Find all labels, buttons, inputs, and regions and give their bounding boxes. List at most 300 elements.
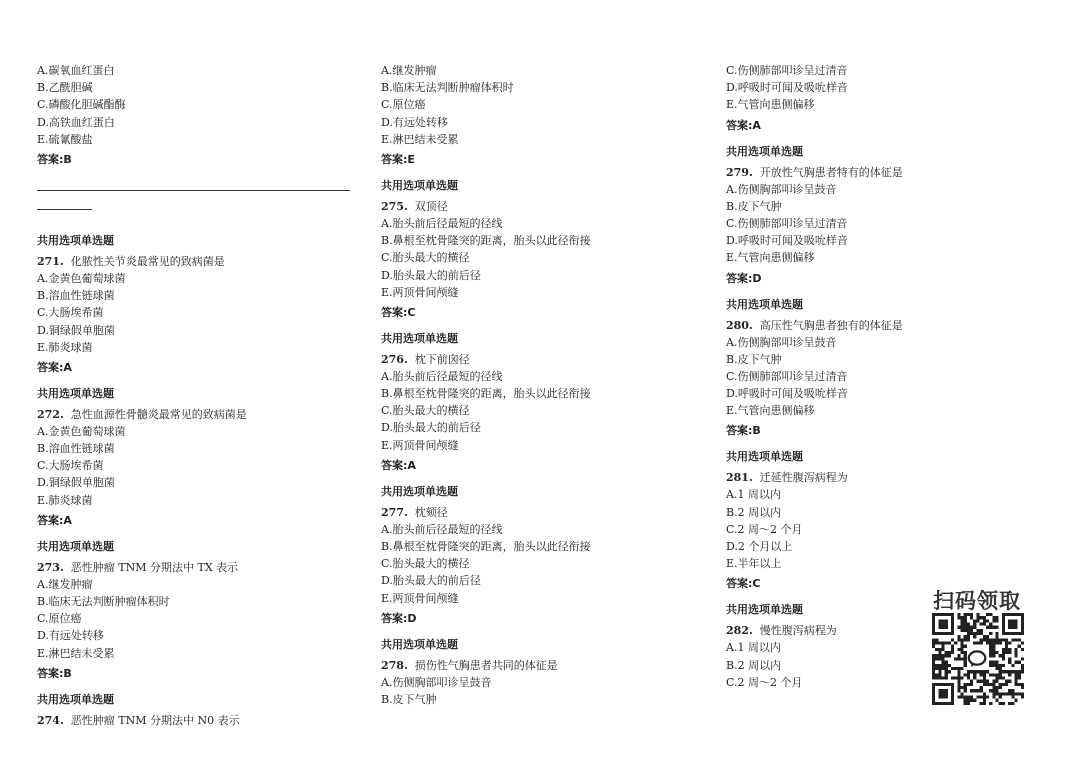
question-number: 278. [381, 658, 408, 672]
option-b: B.乙酰胆碱 [37, 81, 93, 95]
qr-module [942, 645, 945, 648]
qr-module [945, 667, 948, 670]
qr-module [980, 623, 983, 626]
qr-module [964, 695, 967, 698]
qr-module [989, 645, 992, 648]
question-text: 恶性肿瘤 TNM 分期法中 N0 表示 [70, 713, 240, 727]
question-number: 282. [726, 624, 753, 638]
qr-module [1018, 692, 1021, 695]
qr-module [995, 689, 998, 692]
qr-module [964, 654, 967, 657]
qr-module [1008, 680, 1011, 683]
qr-module [1005, 642, 1008, 645]
qr-module [951, 667, 954, 670]
qr-module [964, 616, 967, 619]
qr-module [961, 619, 964, 622]
option-b: B.临床无法判断肿瘤体积时 [381, 81, 514, 95]
section-heading: 共用选项单选题 [381, 178, 458, 192]
qr-module [976, 695, 979, 698]
option-e: E.硫氰酸盐 [37, 132, 93, 146]
qr-module [961, 648, 964, 651]
question-number: 274. [37, 713, 64, 727]
option-a: A.继发肿瘤 [37, 577, 93, 591]
qr-module [995, 680, 998, 683]
answer-280: 答案:B [726, 424, 761, 438]
qr-module [986, 683, 989, 686]
question-text: 迁延性腹泻病程为 [759, 471, 848, 485]
qr-module [961, 638, 964, 641]
qr-module [1008, 657, 1011, 660]
qr-module [989, 626, 992, 629]
qr-module [942, 657, 945, 660]
qr-module [983, 702, 986, 705]
qr-module [1014, 673, 1017, 676]
question-text: 高压性气胸患者独有的体征是 [759, 318, 903, 332]
option-a: A.1 周以内 [726, 488, 781, 502]
qr-module [980, 616, 983, 619]
qr-module [999, 654, 1002, 657]
qr-module [964, 661, 967, 664]
qr-module [964, 702, 967, 705]
question-272 [37, 406, 367, 423]
qr-module [1008, 661, 1011, 664]
qr-module [1011, 670, 1014, 673]
qr-module [989, 623, 992, 626]
question-275-options [381, 215, 711, 301]
qr-module [1005, 638, 1008, 641]
qr-module [961, 645, 964, 648]
option-a: A.胎头前后径最短的径线 [381, 522, 503, 536]
qr-module [1011, 695, 1014, 698]
qr-module [983, 619, 986, 622]
qr-module [948, 664, 951, 667]
option-a: A.伤侧胸部叩诊呈鼓音 [726, 182, 837, 196]
qr-module [967, 623, 970, 626]
question-number: 273. [37, 560, 64, 574]
qr-module [964, 645, 967, 648]
qr-module [992, 673, 995, 676]
qr-module [1002, 670, 1005, 673]
qr-module [983, 670, 986, 673]
qr-module [961, 692, 964, 695]
qr-module [983, 699, 986, 702]
qr-module [964, 664, 967, 667]
qr-module [973, 619, 976, 622]
qr-module [1002, 683, 1005, 686]
qr-module [1011, 664, 1014, 667]
qr-module [992, 695, 995, 698]
qr-module [986, 670, 989, 673]
qr-module [945, 673, 948, 676]
option-e: E.肺炎球菌 [37, 493, 93, 507]
answer-281: 答案:C [726, 577, 761, 591]
option-b: B.鼻根至枕骨隆突的距离，胎头以此径衔接 [381, 540, 591, 553]
answer-277: 答案:D [381, 611, 417, 625]
question-text: 恶性肿瘤 TNM 分期法中 TX 表示 [70, 560, 239, 574]
qr-module [938, 664, 941, 667]
qr-module [948, 651, 951, 654]
qr-module [964, 651, 967, 654]
qr-module [995, 664, 998, 667]
qr-module [1021, 683, 1024, 686]
qr-module [935, 676, 938, 679]
qr-module [983, 692, 986, 695]
qr-module [995, 667, 998, 670]
qr-module [1021, 657, 1024, 660]
qr-module [938, 651, 941, 654]
qr-module [967, 613, 970, 616]
qr-module [967, 702, 970, 705]
qr-module [970, 683, 973, 686]
question-276 [381, 351, 711, 368]
qr-module [986, 680, 989, 683]
qr-module [970, 689, 973, 692]
qr-module [957, 648, 960, 651]
option-a: A.伤侧胸部叩诊呈鼓音 [726, 335, 837, 349]
qr-module [964, 626, 967, 629]
qr-module [1002, 648, 1005, 651]
qr-module [1021, 686, 1024, 689]
qr-module [992, 661, 995, 664]
qr-module [1008, 692, 1011, 695]
qr-module [1005, 648, 1008, 651]
option-d: D.胎头最大的前后径 [381, 574, 481, 588]
qr-module [992, 626, 995, 629]
qr-module [935, 667, 938, 670]
question-text: 慢性腹泻病程为 [759, 624, 837, 638]
option-c: C.伤侧肺部叩诊呈过清音 [726, 64, 848, 77]
qr-module [995, 626, 998, 629]
option-e: E.肺炎球菌 [37, 340, 93, 354]
qr-module [995, 632, 998, 635]
qr-module [1014, 648, 1017, 651]
qr-module [1021, 695, 1024, 698]
qr-module [983, 638, 986, 641]
qr-module [948, 670, 951, 673]
option-b: B.皮下气肿 [381, 692, 437, 706]
qr-module [989, 683, 992, 686]
qr-module [957, 657, 960, 660]
qr-module [964, 683, 967, 686]
qr-module [999, 695, 1002, 698]
qr-module [973, 699, 976, 702]
qr-module [980, 632, 983, 635]
qr-module [932, 661, 935, 664]
qr-module [986, 626, 989, 629]
qr-module [961, 626, 964, 629]
qr-module [983, 623, 986, 626]
qr-module [942, 661, 945, 664]
qr-module [951, 651, 954, 654]
question-number: 275. [381, 199, 408, 213]
qr-module [945, 670, 948, 673]
option-b: B.鼻根至枕骨隆突的距离，胎头以此径衔接 [381, 234, 591, 248]
qr-module [1018, 673, 1021, 676]
qr-module [938, 654, 941, 657]
qr-module [992, 651, 995, 654]
qr-module [1002, 654, 1005, 657]
option-c: C.大肠埃希菌 [37, 306, 104, 320]
qr-module [1021, 664, 1024, 667]
qr-module [995, 699, 998, 702]
qr-module [938, 642, 941, 645]
qr-module [1008, 670, 1011, 673]
qr-caption: 扫码领取 [933, 589, 1021, 613]
qr-module [967, 635, 970, 638]
qr-module [999, 673, 1002, 676]
qr-module [1011, 638, 1014, 641]
qr-module [961, 629, 964, 632]
qr-module [995, 619, 998, 622]
qr-module [964, 623, 967, 626]
option-d: D.呼吸时可闻及吸吮样音 [726, 81, 848, 95]
qr-module [942, 667, 945, 670]
qr-module [1014, 654, 1017, 657]
question-276-options [381, 368, 711, 454]
option-c: C.伤侧肺部叩诊呈过清音 [726, 216, 848, 230]
qr-module [992, 654, 995, 657]
option-e: E.两顶骨间颅缝 [381, 591, 459, 605]
section-heading: 共用选项单选题 [381, 484, 458, 498]
option-d: D.2 个月以上 [726, 540, 793, 553]
qr-module [932, 642, 935, 645]
qr-module [992, 638, 995, 641]
qr-module [992, 692, 995, 695]
qr-module [973, 642, 976, 645]
qr-module [999, 664, 1002, 667]
qr-module [992, 619, 995, 622]
qr-module [970, 699, 973, 702]
qr-module [970, 670, 973, 673]
qr-module [957, 689, 960, 692]
qr-module [967, 676, 970, 679]
option-d: D.胎头最大的前后径 [381, 268, 481, 282]
qr-module [945, 642, 948, 645]
qr-module [986, 638, 989, 641]
qr-module [932, 657, 935, 660]
qr-module [954, 667, 957, 670]
qr-module [995, 638, 998, 641]
qr-module [1021, 667, 1024, 670]
question-number: 279. [726, 165, 753, 179]
wechat-bubble-icon [967, 648, 989, 670]
option-a: A.金黄色葡萄球菌 [37, 271, 126, 285]
qr-module [999, 676, 1002, 679]
qr-module [976, 689, 979, 692]
answer-272: 答案:A [37, 513, 72, 527]
section-heading: 共用选项单选题 [726, 297, 803, 311]
qr-module [999, 667, 1002, 670]
qr-module [935, 642, 938, 645]
qr-module [1005, 680, 1008, 683]
option-c: C.磷酸化胆碱酯酶 [37, 98, 126, 112]
qr-module [995, 642, 998, 645]
answer-270: 答案:B [37, 152, 72, 166]
question-number: 277. [381, 505, 408, 519]
qr-module [945, 664, 948, 667]
qr-module [973, 673, 976, 676]
qr-module [1011, 692, 1014, 695]
section-heading: 共用选项单选题 [37, 692, 114, 706]
qr-module [945, 654, 948, 657]
divider-line-short [37, 209, 92, 210]
qr-module [989, 638, 992, 641]
qr-module [942, 664, 945, 667]
question-text: 枕颏径 [414, 505, 448, 519]
qr-module [976, 642, 979, 645]
qr-module [942, 654, 945, 657]
option-c: C.原位癌 [381, 98, 426, 112]
qr-module [976, 670, 979, 673]
qr-module [961, 667, 964, 670]
qr-module [945, 651, 948, 654]
qr-module [967, 670, 970, 673]
qr-module [954, 657, 957, 660]
question-number: 272. [37, 407, 64, 421]
qr-module [980, 702, 983, 705]
qr-module [1021, 648, 1024, 651]
qr-module [938, 673, 941, 676]
qr-module [1002, 657, 1005, 660]
qr-module [992, 680, 995, 683]
qr-module [1002, 664, 1005, 667]
qr-module [932, 664, 935, 667]
section-heading: 共用选项单选题 [37, 539, 114, 553]
question-274-options [381, 62, 711, 148]
question-number: 280. [726, 318, 753, 332]
qr-module [961, 695, 964, 698]
question-271-options [37, 270, 367, 356]
option-a: A.胎头前后径最短的径线 [381, 216, 503, 230]
question-273 [37, 559, 367, 576]
option-c: C.胎头最大的横径 [381, 557, 470, 571]
qr-module [999, 670, 1002, 673]
qr-module [992, 648, 995, 651]
section-divider [37, 168, 367, 230]
qr-module [957, 654, 960, 657]
question-275 [381, 198, 711, 215]
qr-module [957, 673, 960, 676]
qr-module [932, 670, 935, 673]
qr-module [983, 676, 986, 679]
divider-line-long [37, 190, 350, 191]
answer-279: 答案:D [726, 271, 762, 285]
qr-module [932, 667, 935, 670]
qr-module [935, 638, 938, 641]
qr-module [980, 629, 983, 632]
qr-module [986, 642, 989, 645]
qr-module [992, 616, 995, 619]
qr-module [995, 616, 998, 619]
question-text: 枕下前囟径 [414, 352, 470, 366]
qr-module [967, 632, 970, 635]
question-text: 损伤性气胸患者共同的体征是 [414, 658, 558, 672]
qr-module [992, 689, 995, 692]
qr-module [989, 651, 992, 654]
qr-code[interactable] [932, 613, 1024, 705]
qr-module [970, 695, 973, 698]
qr-module [942, 648, 945, 651]
qr-module [976, 632, 979, 635]
qr-module [1018, 638, 1021, 641]
qr-module [957, 635, 960, 638]
qr-module [999, 642, 1002, 645]
qr-module [967, 629, 970, 632]
option-a: A.1 周以内 [726, 641, 781, 655]
question-text: 急性血源性骨髓炎最常见的致病菌是 [70, 407, 247, 421]
qr-module [935, 648, 938, 651]
option-c: C.2 周～2 个月 [726, 675, 803, 689]
answer-275: 答案:C [381, 305, 416, 319]
question-274 [37, 712, 367, 729]
qr-module [992, 686, 995, 689]
qr-module [967, 695, 970, 698]
qr-module [938, 670, 941, 673]
qr-module [957, 686, 960, 689]
qr-module [1008, 648, 1011, 651]
qr-module [989, 654, 992, 657]
qr-module [970, 680, 973, 683]
qr-module [986, 635, 989, 638]
qr-module [1005, 670, 1008, 673]
qr-module [967, 699, 970, 702]
question-280 [726, 317, 1056, 334]
qr-module [1008, 651, 1011, 654]
qr-module [989, 632, 992, 635]
qr-module [967, 638, 970, 641]
qr-module [989, 661, 992, 664]
qr-module [951, 645, 954, 648]
qr-module [995, 651, 998, 654]
qr-module [957, 638, 960, 641]
qr-module [980, 670, 983, 673]
qr-module [954, 642, 957, 645]
section-heading: 共用选项单选题 [726, 144, 803, 158]
qr-module [961, 642, 964, 645]
qr-module [935, 664, 938, 667]
qr-module [980, 689, 983, 692]
qr-module [1018, 670, 1021, 673]
qr-module [995, 676, 998, 679]
qr-module [938, 667, 941, 670]
qr-module [976, 616, 979, 619]
option-a: A.继发肿瘤 [381, 64, 437, 77]
qr-module [1011, 702, 1014, 705]
qr-module [1014, 676, 1017, 679]
qr-module [957, 616, 960, 619]
question-279 [726, 164, 1056, 181]
qr-module [1008, 702, 1011, 705]
qr-module [964, 638, 967, 641]
section-heading: 共用选项单选题 [381, 331, 458, 345]
qr-module [967, 626, 970, 629]
qr-module [957, 667, 960, 670]
qr-module [964, 699, 967, 702]
question-278-options-continued [726, 62, 1056, 114]
qr-module [970, 626, 973, 629]
qr-module [938, 657, 941, 660]
option-d: D.胎头最大的前后径 [381, 421, 481, 435]
qr-module [957, 670, 960, 673]
option-d: D.呼吸时可闻及吸吮样音 [726, 234, 848, 248]
qr-module [973, 626, 976, 629]
qr-module [961, 676, 964, 679]
option-e: E.两顶骨间颅缝 [381, 438, 459, 452]
qr-module [995, 673, 998, 676]
column-2 [381, 62, 711, 708]
qr-module [1002, 676, 1005, 679]
qr-module [999, 686, 1002, 689]
